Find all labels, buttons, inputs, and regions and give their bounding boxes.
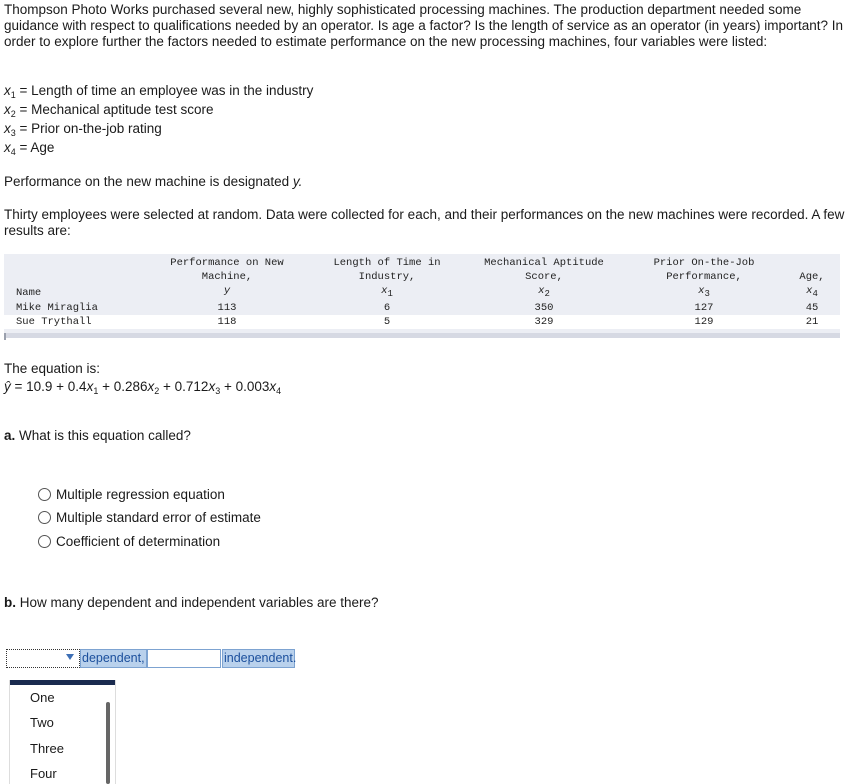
dropdown-option-one[interactable]: One: [30, 690, 55, 705]
performance-variable: y.: [292, 174, 303, 189]
table-row-2-x2: 329: [534, 316, 554, 328]
equation-term-2: + 0.712: [159, 379, 209, 394]
radio-icon[interactable]: [38, 535, 51, 548]
variable-subscript: 1: [10, 90, 16, 100]
question-a-text: What is this equation called?: [15, 428, 191, 443]
variable-subscript: 2: [10, 109, 16, 119]
header-line1: Prior On-the-Job: [653, 257, 755, 269]
regression-equation: [4, 377, 281, 401]
equation-var: x: [269, 379, 277, 394]
variable-description: = Mechanical aptitude test score: [19, 102, 214, 117]
variable-subscript: 4: [10, 147, 16, 157]
sample-paragraph: Thirty employees were selected at random. Data were collected for each, and their performances on the new machines were recorded. A few results are:: [4, 207, 845, 238]
chevron-down-icon[interactable]: [66, 654, 74, 660]
header-symbol-sub: 2: [544, 289, 550, 299]
dropdown-list: [9, 680, 116, 784]
header-performance: [154, 256, 300, 298]
header-prior: [636, 256, 772, 301]
variable-description: = Age: [19, 140, 55, 155]
equation-sub: 3: [215, 386, 221, 396]
header-symbol: [636, 284, 772, 301]
dropdown-option-four[interactable]: Four: [30, 766, 57, 781]
option-label: Multiple regression equation: [56, 487, 225, 502]
equation-yhat: ŷ: [4, 379, 11, 394]
header-name: Name: [16, 287, 42, 299]
radio-icon[interactable]: [38, 511, 51, 524]
header-line1: Mechanical Aptitude: [484, 257, 604, 269]
header-symbol-letter: x: [538, 285, 545, 297]
table-row-1-name: Mike Miraglia: [16, 302, 98, 314]
question-a-letter: a.: [4, 428, 16, 443]
header-mechanical: [470, 256, 618, 301]
dropdown-option-two[interactable]: Two: [30, 715, 54, 730]
option-label: Coefficient of determination: [56, 534, 221, 549]
performance-sentence: [4, 174, 850, 190]
dependent-label: dependent,: [80, 649, 147, 668]
header-symbol-letter: y: [223, 285, 231, 297]
equation-var: x: [208, 379, 216, 394]
question-a: [4, 428, 191, 443]
header-symbol: [154, 284, 300, 298]
header-line1: Length of Time in: [333, 257, 441, 269]
variable-symbol: x: [4, 121, 11, 136]
data-table: [4, 254, 840, 338]
option-coefficient-of-determination[interactable]: [38, 534, 220, 549]
option-multiple-standard-error[interactable]: [38, 510, 261, 525]
table-row-2-x4: 21: [805, 316, 819, 328]
table-scroll-marker: [4, 333, 6, 340]
dropdown-scrollbar[interactable]: [106, 702, 110, 784]
header-symbol-letter: x: [381, 285, 388, 297]
table-row-1-y: 113: [217, 302, 237, 314]
table-row-2-name: Sue Trythall: [16, 316, 92, 328]
header-line2: Score,: [525, 271, 563, 283]
equation-sub: 2: [154, 386, 160, 396]
variable-subscript: 3: [10, 128, 16, 138]
equation-sub: 4: [276, 386, 282, 396]
table-row-1-x1: 6: [383, 302, 391, 314]
equation-term-0: = 10.9 + 0.4: [10, 379, 87, 394]
header-symbol: [470, 284, 618, 301]
option-label: Multiple standard error of estimate: [56, 510, 261, 525]
question-b: [4, 595, 379, 610]
equation-var: x: [147, 379, 155, 394]
table-row-2-y: 118: [217, 316, 237, 328]
header-symbol-letter: x: [806, 285, 813, 297]
equation-label: The equation is:: [4, 361, 101, 376]
question-b-letter: b.: [4, 595, 16, 610]
table-row-2-x1: 5: [383, 316, 391, 328]
header-line1: Performance on New: [170, 257, 284, 269]
dropdown-header-bar: [10, 680, 115, 685]
header-symbol-sub: 1: [387, 289, 393, 299]
variable-x4: [4, 138, 54, 162]
table-row-1-x3: 127: [694, 302, 714, 314]
header-symbol-letter: x: [698, 285, 705, 297]
variable-symbol: x: [4, 140, 11, 155]
table-bottom-strip: [4, 333, 840, 338]
equation-sub: 1: [93, 386, 99, 396]
header-symbol-sub: 4: [812, 289, 818, 299]
table-row-2-x3: 129: [694, 316, 714, 328]
header-symbol: [790, 284, 834, 301]
header-line2: Industry,: [358, 271, 416, 283]
radio-icon[interactable]: [38, 488, 51, 501]
header-symbol: [317, 284, 457, 301]
performance-text: Performance on the new machine is designated: [4, 174, 293, 189]
header-line2: Performance,: [666, 271, 742, 283]
variable-symbol: x: [4, 102, 11, 117]
variable-description: = Length of time an employee was in the industry: [19, 83, 314, 98]
intro-paragraph: Thompson Photo Works purchased several new, highly sophisticated processing machines. The production department needed some guidance with respect to qualifications needed by an operator. Is age a factor? Is the length of service as an operator (in years) important? In order to explore further the factors needed to estimate performance on the new processing machines, four variables were listed:: [4, 2, 843, 49]
table-row-1-x4: 45: [805, 302, 819, 314]
independent-count-input[interactable]: [147, 649, 221, 668]
header-length-time: [317, 256, 457, 301]
header-age: [790, 270, 834, 301]
header-line2: Age,: [799, 271, 825, 283]
equation-var: x: [86, 379, 94, 394]
header-symbol-sub: 3: [704, 289, 710, 299]
table-row-1-x2: 350: [534, 302, 554, 314]
variable-symbol: x: [4, 83, 11, 98]
dropdown-option-three[interactable]: Three: [30, 741, 64, 756]
equation-term-3: + 0.003: [220, 379, 270, 394]
variable-description: = Prior on-the-job rating: [19, 121, 162, 136]
option-multiple-regression-equation[interactable]: [38, 487, 225, 502]
question-b-text: How many dependent and independent variables are there?: [16, 595, 379, 610]
equation-term-1: + 0.286: [98, 379, 148, 394]
independent-label: independent.: [222, 649, 295, 668]
header-line2: Machine,: [201, 271, 253, 283]
